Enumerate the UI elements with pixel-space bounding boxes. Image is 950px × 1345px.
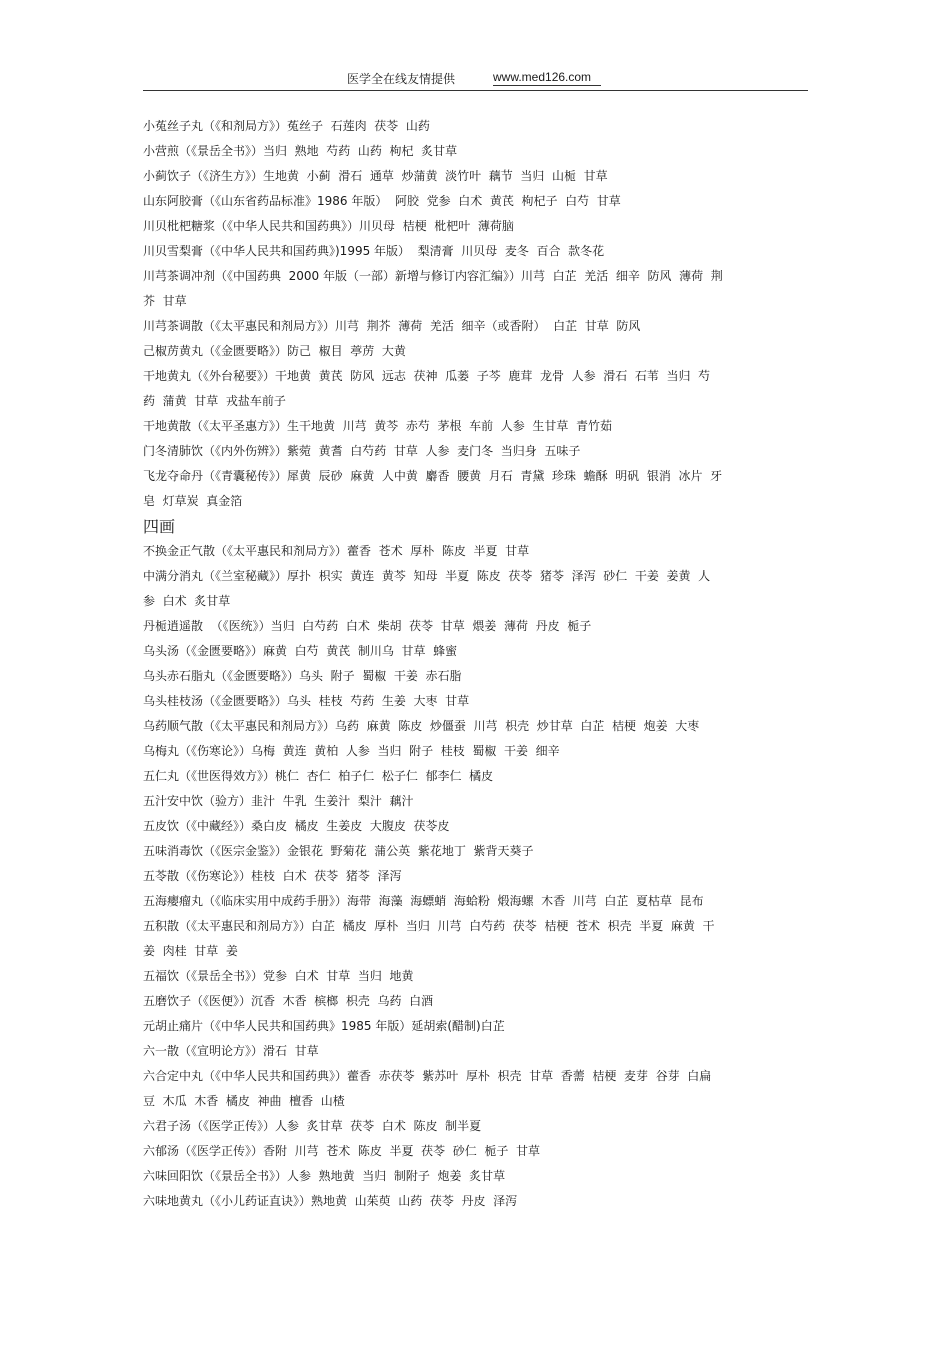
text-line: 参 白术 炙甘草: [143, 594, 231, 608]
text-line: 六郁汤（《医学正传》）香附 川芎 苍术 陈皮 半夏 茯苓 砂仁 栀子 甘草: [143, 1144, 541, 1158]
text-line: 五积散（《太平惠民和剂局方》）白芷 橘皮 厚朴 当归 川芎 白芍药 茯苓 桔梗 苍术 枳壳 半夏 麻黄 干: [143, 919, 715, 933]
text-line: 豆 木瓜 木香 橘皮 神曲 檀香 山楂: [143, 1094, 345, 1108]
page-header: [143, 66, 808, 91]
text-line: 中满分消丸（《兰室秘藏》）厚扑 枳实 黄连 黄芩 知母 半夏 陈皮 茯苓 猪苓 泽泻 砂仁 干姜 姜黄 人: [143, 569, 711, 583]
site-url-link[interactable]: www.med126.com: [493, 70, 592, 84]
site-credit: 医学全在线友情提供: [347, 72, 456, 86]
text-line: 六合定中丸（《中华人民共和国药典》）藿香 赤茯苓 紫苏叶 厚朴 枳壳 甘草 香薷 桔梗 麦芽 谷芽 白扁: [143, 1069, 712, 1083]
text-line: 飞龙夺命丹（《青囊秘传》）犀黄 辰砂 麻黄 人中黄 麝香 腰黄 月石 青黛 珍珠 蟾酥 明矾 银消 冰片 牙: [143, 469, 723, 483]
text-line: 六味回阳饮（《景岳全书》）人参 熟地黄 当归 制附子 炮姜 炙甘草: [143, 1169, 506, 1183]
text-line: 五皮饮（《中藏经》）桑白皮 橘皮 生姜皮 大腹皮 茯苓皮: [143, 819, 450, 833]
text-line: 山东阿胶膏（《山东省药品标准》1986 年版） 阿胶 党参 白术 黄芪 枸杞子 白芍 甘草: [143, 194, 621, 208]
text-line: 五仁丸（《世医得效方》）桃仁 杏仁 柏子仁 松子仁 郁李仁 橘皮: [143, 769, 494, 783]
text-line: 六君子汤（《医学正传》）人参 炙甘草 茯苓 白术 陈皮 制半夏: [143, 1119, 482, 1133]
section-heading: 四画: [143, 517, 176, 536]
text-line: 丹栀逍遥散 （《医统》）当归 白芍药 白术 柴胡 茯苓 甘草 煨姜 薄荷 丹皮 栀子: [143, 619, 592, 633]
text-line: 川贝雪梨膏（《中华人民共和国药典》)1995 年版） 梨清膏 川贝母 麦冬 百合 款冬花: [143, 244, 605, 258]
text-line: 五海瘿瘤丸（《临床实用中成药手册》）海带 海藻 海螵蛸 海蛤粉 煅海螺 木香 川芎 白芷 夏枯草 昆布: [143, 894, 704, 908]
text-line: 小蓟饮子（《济生方》）生地黄 小蓟 滑石 通草 炒蒲黄 淡竹叶 藕节 当归 山栀 甘草: [143, 169, 608, 183]
text-line: 门冬清肺饮（《内外伤辨》）紫菀 黄耆 白芍药 甘草 人参 麦门冬 当归身 五味子: [143, 444, 581, 458]
text-line: 五味消毒饮（《医宗金鉴》）金银花 野菊花 蒲公英 紫花地丁 紫背天葵子: [143, 844, 534, 858]
text-line: 乌药顺气散（《太平惠民和剂局方》）乌药 麻黄 陈皮 炒僵蚕 川芎 枳壳 炒甘草 白芷 桔梗 炮姜 大枣: [143, 719, 700, 733]
text-line: 六一散（《宣明论方》）滑石 甘草: [143, 1044, 319, 1058]
text-line: 姜 肉桂 甘草 姜: [143, 944, 238, 958]
document-body: [143, 114, 808, 1214]
text-line: 元胡止痛片（《中华人民共和国药典》1985 年版）延胡索(醋制)白芷: [143, 1019, 505, 1033]
text-line: 乌梅丸（《伤寒论》）乌梅 黄连 黄柏 人参 当归 附子 桂枝 蜀椒 干姜 细辛: [143, 744, 560, 758]
text-line: 干地黄丸（《外台秘要》）干地黄 黄芪 防风 远志 茯神 瓜蒌 子芩 鹿茸 龙骨 人参 滑石 石苇 当归 芍: [143, 369, 711, 383]
text-line: 小菟丝子丸（《和剂局方》）菟丝子 石莲肉 茯苓 山药: [143, 119, 430, 133]
text-line: 川芎茶调冲剂（《中国药典 2000 年版（一部）新增与修订内容汇编》）川芎 白芷 羌活 细辛 防风 薄荷 荆: [143, 269, 723, 283]
text-line: 干地黄散（《太平圣惠方》）生干地黄 川芎 黄芩 赤芍 茅根 车前 人参 生甘草 青竹茹: [143, 419, 613, 433]
text-line: 乌头汤（《金匮要略》）麻黄 白芍 黄芪 制川乌 甘草 蜂蜜: [143, 644, 458, 658]
text-line: 皂 灯草炭 真金箔: [143, 494, 243, 508]
text-line: 不换金正气散（《太平惠民和剂局方》）藿香 苍术 厚朴 陈皮 半夏 甘草: [143, 544, 530, 558]
text-line: 五苓散（《伤寒论》）桂枝 白术 茯苓 猪苓 泽泻: [143, 869, 402, 883]
text-line: 川芎茶调散（《太平惠民和剂局方》）川芎 荆芥 薄荷 羌活 细辛（或香附） 白芷 甘草 防风: [143, 319, 641, 333]
text-line: 己椒苈黄丸（《金匮要略》）防己 椒目 葶苈 大黄: [143, 344, 406, 358]
text-line: 乌头桂枝汤（《金匮要略》）乌头 桂枝 芍药 生姜 大枣 甘草: [143, 694, 470, 708]
text-line: 芥 甘草: [143, 294, 187, 308]
text-line: 五福饮（《景岳全书》）党参 白术 甘草 当归 地黄: [143, 969, 414, 983]
url-underline: [493, 85, 601, 86]
text-line: 六味地黄丸（《小儿药证直诀》）熟地黄 山茱萸 山药 茯苓 丹皮 泽泻: [143, 1194, 518, 1208]
text-line: 五磨饮子（《医便》）沉香 木香 槟榔 枳壳 乌药 白酒: [143, 994, 434, 1008]
text-line: 药 蒲黄 甘草 戎盐车前子: [143, 394, 286, 408]
text-line: 川贝枇杷糖浆（《中华人民共和国药典》）川贝母 桔梗 枇杷叶 薄荷脑: [143, 219, 514, 233]
text-line: 小营煎（《景岳全书》）当归 熟地 芍药 山药 枸杞 炙甘草: [143, 144, 458, 158]
text-line: 乌头赤石脂丸（《金匮要略》）乌头 附子 蜀椒 干姜 赤石脂: [143, 669, 462, 683]
text-line: 五汁安中饮（验方）韭汁 牛乳 生姜汁 梨汁 藕汁: [143, 794, 414, 808]
